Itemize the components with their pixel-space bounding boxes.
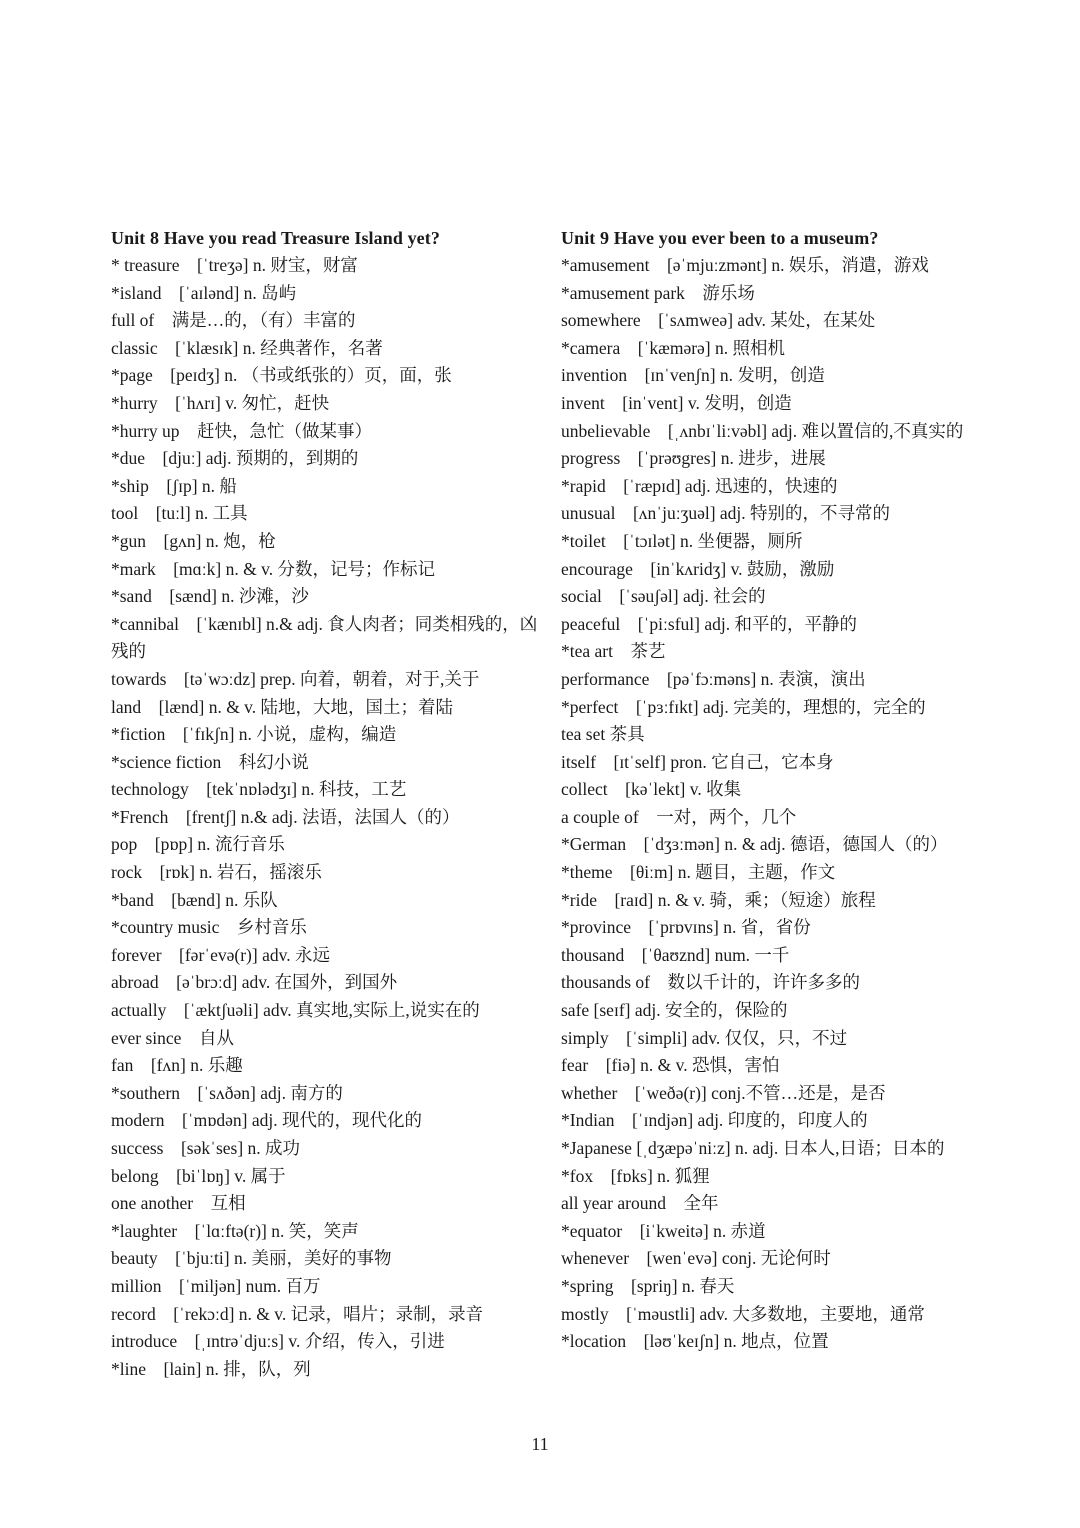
vocabulary-entry: *cannibal [ˈkænɪbl] n.& adj. 食人肉者；同类相残的，凶残的 — [111, 613, 538, 662]
vocabulary-entry: *island [ˈaɪlənd] n. 岛屿 — [111, 282, 297, 303]
vocabulary-entry: a couple of 一对，两个，几个 — [561, 806, 797, 827]
vocabulary-entry: land [lænd] n. & v. 陆地，大地，国土；着陆 — [111, 696, 454, 717]
vocabulary-entry: *science fiction 科幻小说 — [111, 751, 309, 772]
vocabulary-entry: *Japanese [ˌdʒæpəˈniːz] n. adj. 日本人,日语；日本的 — [561, 1138, 945, 1158]
vocabulary-entry: one another 互相 — [111, 1193, 246, 1214]
vocabulary-entry: *amusement [əˈmjuːzmənt] n. 娱乐，消遣，游戏 — [561, 255, 929, 275]
vocabulary-entry: itself [ɪtˈself] pron. 它自己，它本身 — [561, 751, 834, 772]
vocabulary-entry: *hurry up 赶快，急忙（做某事） — [111, 420, 373, 441]
vocabulary-entry: technology [tekˈnɒlədʒɪ] n. 科技，工艺 — [111, 779, 407, 800]
vocabulary-entry: pop [pɒp] n. 流行音乐 — [111, 834, 285, 855]
vocabulary-entry: *location [ləʊˈkeɪʃn] n. 地点，位置 — [561, 1331, 829, 1352]
vocabulary-entry: towards [təˈwɔːdz] prep. 向着，朝着，对于,关于 — [111, 668, 480, 689]
vocabulary-entry: *German [ˈdʒɜːmən] n. & adj. 德语，德国人（的） — [561, 834, 948, 855]
vocabulary-entry: *country music 乡村音乐 — [111, 917, 307, 938]
vocabulary-entry: beauty [ˈbjuːti] n. 美丽，美好的事物 — [111, 1248, 392, 1269]
unit-9-column — [561, 226, 981, 1356]
vocabulary-entry: progress [ˈprəʊgres] n. 进步，进展 — [561, 448, 826, 469]
vocabulary-entry: *mark [mɑːk] n. & v. 分数，记号；作标记 — [111, 558, 435, 579]
vocabulary-entry: rock [rɒk] n. 岩石，摇滚乐 — [111, 862, 322, 883]
vocabulary-entry: *Indian [ˈɪndjən] adj. 印度的，印度人的 — [561, 1110, 868, 1131]
vocabulary-entry: *perfect [ˈpɜːfɪkt] adj. 完美的，理想的，完全的 — [561, 696, 926, 717]
unit-8-column — [111, 226, 541, 1383]
vocabulary-entry: actually [ˈæktʃuəli] adv. 真实地,实际上,说实在的 — [111, 1000, 480, 1021]
vocabulary-entry: mostly [ˈməustli] adv. 大多数地，主要地，通常 — [561, 1303, 925, 1324]
vocabulary-entry: ever since 自从 — [111, 1027, 234, 1048]
vocabulary-entry: unbelievable [ˌʌnbɪˈliːvəbl] adj. 难以置信的,不真实的 — [561, 420, 964, 441]
unit-9-vocabulary-list — [561, 252, 981, 1356]
vocabulary-entry: * treasure [ˈtreʒə] n. 财宝，财富 — [111, 255, 358, 275]
vocabulary-entry: *southern [ˈsʌðən] adj. 南方的 — [111, 1082, 343, 1103]
unit-8-vocabulary-list — [111, 252, 541, 1383]
vocabulary-entry: fan [fʌn] n. 乐趣 — [111, 1055, 243, 1076]
vocabulary-entry: *page [peɪdʒ] n. （书或纸张的）页，面，张 — [111, 365, 452, 386]
vocabulary-entry: safe [seɪf] adj. 安全的，保险的 — [561, 1000, 788, 1021]
vocabulary-entry: encourage [inˈkʌridʒ] v. 鼓励，激励 — [561, 558, 835, 579]
vocabulary-entry: *sand [sænd] n. 沙滩，沙 — [111, 586, 309, 607]
vocabulary-entry: *fiction [ˈfɪkʃn] n. 小说，虚构，编造 — [111, 724, 397, 745]
vocabulary-entry: whether [ˈweðə(r)] conj.不管…还是，是否 — [561, 1082, 886, 1103]
unit-9-title: Unit 9 Have you ever been to a museum? — [561, 228, 879, 248]
vocabulary-entry: *toilet [ˈtɔɪlət] n. 坐便器，厕所 — [561, 530, 803, 551]
vocabulary-entry: fear [fiə] n. & v. 恐惧，害怕 — [561, 1055, 780, 1076]
vocabulary-entry: classic [ˈklæsɪk] n. 经典著作，名著 — [111, 337, 383, 358]
vocabulary-entry: *band [bænd] n. 乐队 — [111, 889, 278, 910]
vocabulary-entry: all year around 全年 — [561, 1193, 719, 1214]
vocabulary-entry: thousand [ˈθaʊznd] num. 一千 — [561, 944, 790, 965]
vocabulary-entry: *gun [gʌn] n. 炮，枪 — [111, 530, 276, 551]
vocabulary-entry: *fox [fɒks] n. 狐狸 — [561, 1165, 710, 1186]
vocabulary-entry: *line [lain] n. 排，队，列 — [111, 1358, 311, 1379]
vocabulary-entry: *rapid [ˈræpɪd] adj. 迅速的，快速的 — [561, 475, 838, 496]
vocabulary-entry: simply [ˈsimpli] adv. 仅仅，只，不过 — [561, 1027, 848, 1048]
vocabulary-entry: tool [tuːl] n. 工具 — [111, 503, 248, 524]
vocabulary-entry: invention [ɪnˈvenʃn] n. 发明，创造 — [561, 365, 825, 386]
vocabulary-entry: *due [djuː] adj. 预期的，到期的 — [111, 448, 359, 469]
page-number: 11 — [531, 1434, 549, 1454]
vocabulary-entry: full of 满是…的，（有）丰富的 — [111, 310, 356, 331]
vocabulary-entry: *camera [ˈkæmərə] n. 照相机 — [561, 337, 786, 358]
vocabulary-entry: abroad [əˈbrɔːd] adv. 在国外，到国外 — [111, 972, 398, 993]
vocabulary-entry: *ride [raɪd] n. & v. 骑，乘；（短途）旅程 — [561, 889, 876, 910]
vocabulary-entry: record [ˈrekɔːd] n. & v. 记录，唱片；录制，录音 — [111, 1303, 484, 1324]
vocabulary-entry: thousands of 数以千计的，许许多多的 — [561, 972, 860, 993]
vocabulary-entry: collect [kəˈlekt] v. 收集 — [561, 779, 742, 800]
vocabulary-entry: somewhere [ˈsʌmweə] adv. 某处，在某处 — [561, 310, 876, 331]
vocabulary-entry: social [ˈsəuʃəl] adj. 社会的 — [561, 586, 766, 607]
vocabulary-entry: performance [pəˈfɔːməns] n. 表演，演出 — [561, 668, 866, 689]
vocabulary-entry: belong [biˈlɒŋ] v. 属于 — [111, 1165, 286, 1186]
vocabulary-entry: unusual [ʌnˈjuːʒuəl] adj. 特别的，不寻常的 — [561, 503, 891, 524]
vocabulary-entry: *ship [ʃɪp] n. 船 — [111, 475, 237, 496]
vocabulary-entry: peaceful [ˈpiːsful] adj. 和平的，平静的 — [561, 613, 857, 634]
vocabulary-entry: *province [ˈprɒvɪns] n. 省，省份 — [561, 917, 811, 938]
unit-8-title: Unit 8 Have you read Treasure Island yet? — [111, 228, 440, 248]
vocabulary-entry: introduce [ˌɪntrəˈdjuːs] v. 介绍，传入，引进 — [111, 1331, 445, 1352]
vocabulary-entry: forever [fərˈevə(r)] adv. 永远 — [111, 944, 330, 965]
vocabulary-entry: tea set 茶具 — [561, 724, 645, 745]
vocabulary-entry: invent [inˈvent] v. 发明，创造 — [561, 392, 792, 413]
vocabulary-entry: whenever [wenˈevə] conj. 无论何时 — [561, 1248, 831, 1269]
vocabulary-entry: modern [ˈmɒdən] adj. 现代的，现代化的 — [111, 1110, 422, 1131]
vocabulary-entry: *French [frentʃ] n.& adj. 法语，法国人（的） — [111, 806, 460, 827]
vocabulary-entry: *spring [spriŋ] n. 春天 — [561, 1275, 735, 1296]
vocabulary-entry: *laughter [ˈlɑːftə(r)] n. 笑，笑声 — [111, 1220, 359, 1241]
vocabulary-entry: *hurry [ˈhʌrɪ] v. 匆忙，赶快 — [111, 392, 330, 413]
vocabulary-entry: *equator [iˈkweitə] n. 赤道 — [561, 1220, 766, 1241]
vocabulary-entry: *amusement park 游乐场 — [561, 282, 755, 303]
vocabulary-entry: success [səkˈses] n. 成功 — [111, 1138, 301, 1158]
vocabulary-entry: million [ˈmiljən] num. 百万 — [111, 1275, 321, 1296]
vocabulary-entry: *tea art 茶艺 — [561, 641, 666, 662]
vocabulary-entry: *theme [θiːm] n. 题目，主题，作文 — [561, 862, 836, 883]
